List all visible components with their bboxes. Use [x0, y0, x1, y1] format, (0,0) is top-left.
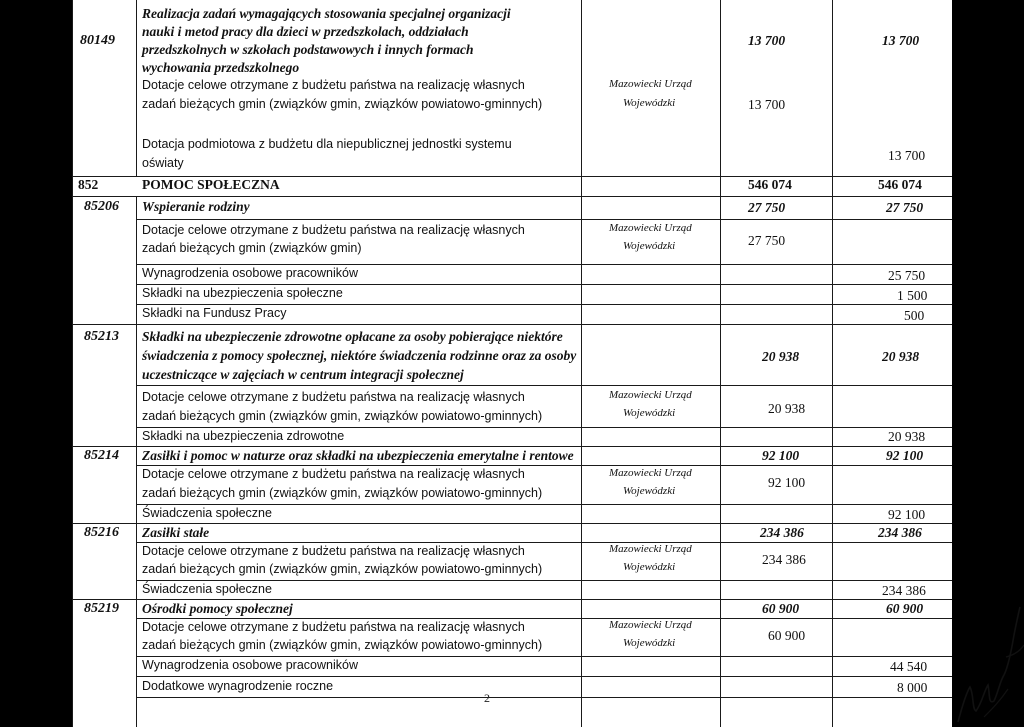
expense-amount: 8 000 [897, 680, 928, 695]
chapter-title: Zasiłki stałe [142, 525, 210, 540]
expense-amount: 44 540 [890, 659, 928, 674]
institution-name: Wojewódzki [623, 561, 676, 573]
row-divider [72, 599, 952, 600]
chapter-code: 85219 [84, 601, 119, 616]
institution-name: Wojewódzki [623, 240, 676, 252]
dotation-amount: 13 700 [748, 97, 786, 112]
row-divider [136, 304, 952, 305]
expense-item: oświaty [142, 156, 184, 170]
dotation-description: zadań bieżących gmin (związków gmin, związków powiatowo-gminnych) [142, 562, 543, 576]
chapter-amount-total: 13 700 [882, 33, 920, 48]
chapter-title-line: przedszkolnych w szkołach podstawowych i innych formach [142, 42, 474, 57]
chapter-title: Zasiłki i pomoc w naturze oraz składki na ubezpieczenia emerytalne i rentowe [142, 448, 574, 463]
row-divider [72, 324, 952, 325]
institution-name: Mazowiecki Urząd [609, 543, 692, 555]
chapter-code: 85216 [84, 525, 119, 540]
institution-name: Wojewódzki [623, 637, 676, 649]
chapter-amount-plan: 60 900 [762, 601, 800, 616]
chapter-title-line: wychowania przedszkolnego [142, 60, 300, 75]
chapter-amount-plan: 234 386 [760, 525, 804, 540]
expense-item: Dotacja podmiotowa z budżetu dla niepublicznej jednostki systemu [142, 137, 512, 151]
dotation-amount: 27 750 [748, 233, 786, 248]
institution-name: Mazowiecki Urząd [609, 78, 692, 90]
institution-name: Mazowiecki Urząd [609, 389, 692, 401]
expense-item: Składki na ubezpieczenia społeczne [142, 286, 343, 300]
row-divider [136, 676, 952, 677]
chapter-amount-plan: 92 100 [762, 448, 800, 463]
chapter-amount-plan: 27 750 [748, 200, 786, 215]
expense-amount: 25 750 [888, 268, 926, 283]
chapter-amount-total: 60 900 [886, 601, 924, 616]
expense-amount: 234 386 [882, 583, 926, 598]
dotation-description: Dotacje celowe otrzymane z budżetu państwa na realizację własnych [142, 223, 525, 237]
dotation-amount: 20 938 [768, 401, 806, 416]
col-divider [136, 0, 137, 176]
institution-name: Mazowiecki Urząd [609, 467, 692, 479]
row-divider [136, 618, 952, 619]
institution-name: Wojewódzki [623, 407, 676, 419]
chapter-code: 80149 [80, 33, 115, 48]
dotation-description: Dotacje celowe otrzymane z budżetu państwa na realizację własnych [142, 467, 525, 481]
institution-name: Mazowiecki Urząd [609, 619, 692, 631]
division-code: 852 [78, 177, 99, 192]
chapter-title: Wspieranie rodziny [142, 199, 250, 214]
page-number: 2 [484, 691, 490, 705]
row-divider [136, 465, 952, 466]
document-page [72, 0, 952, 727]
col-divider [72, 0, 73, 727]
signature-image [948, 597, 1024, 727]
dotation-description: zadań bieżących gmin (związków gmin, związków powiatowo-gminnych) [142, 97, 543, 111]
row-divider [136, 427, 952, 428]
dotation-description: zadań bieżących gmin (związków gmin, związków powiatowo-gminnych) [142, 638, 543, 652]
chapter-amount-plan: 13 700 [748, 33, 786, 48]
dotation-amount: 92 100 [768, 475, 806, 490]
row-divider [136, 697, 952, 698]
dotation-description: Dotacje celowe otrzymane z budżetu państwa na realizację własnych [142, 390, 525, 404]
row-divider [136, 219, 952, 220]
chapter-title-line: nauki i metod pracy dla dzieci w przedszkolach, oddziałach [142, 24, 469, 39]
expense-amount: 13 700 [888, 148, 926, 163]
col-divider [136, 196, 137, 727]
row-divider [136, 385, 952, 386]
chapter-amount-total: 92 100 [886, 448, 924, 463]
row-divider [72, 446, 952, 447]
expense-amount: 92 100 [888, 507, 926, 522]
institution-name: Wojewódzki [623, 97, 676, 109]
expense-item: Składki na Fundusz Pracy [142, 306, 287, 320]
chapter-amount-plan: 20 938 [762, 349, 800, 364]
row-divider [72, 523, 952, 524]
institution-name: Wojewódzki [623, 485, 676, 497]
row-divider [136, 284, 952, 285]
expense-item: Wynagrodzenia osobowe pracowników [142, 658, 358, 672]
dotation-description: zadań bieżących gmin (związków gmin, związków powiatowo-gminnych) [142, 409, 543, 423]
division-amount-plan: 546 074 [748, 177, 792, 192]
chapter-title-line: świadczenia z pomocy społecznej, niektóre świadczenia rodzinne oraz za osoby [142, 348, 577, 363]
division-amount-total: 546 074 [878, 177, 922, 192]
chapter-title-line: Składki na ubezpieczenie zdrowotne opłacane za osoby pobierające niektóre [142, 329, 563, 344]
row-divider [136, 656, 952, 657]
chapter-title-line: Realizacja zadań wymagających stosowania specjalnej organizacji [142, 6, 511, 21]
row-divider [136, 542, 952, 543]
dotation-description: Dotacje celowe otrzymane z budżetu państwa na realizację własnych [142, 78, 525, 92]
chapter-code: 85214 [84, 448, 119, 463]
expense-item: Wynagrodzenia osobowe pracowników [142, 266, 358, 280]
dotation-description: Dotacje celowe otrzymane z budżetu państwa na realizację własnych [142, 620, 525, 634]
dotation-description: Dotacje celowe otrzymane z budżetu państwa na realizację własnych [142, 544, 525, 558]
dotation-description: zadań bieżących gmin (związków gmin) [142, 241, 362, 255]
chapter-amount-total: 20 938 [882, 349, 920, 364]
expense-item: Dodatkowe wynagrodzenie roczne [142, 679, 334, 693]
row-divider [136, 504, 952, 505]
chapter-title-line: uczestniczące w zajęciach w centrum integracji społecznej [142, 367, 464, 382]
row-divider [72, 196, 952, 197]
chapter-title: Ośrodki pomocy społecznej [142, 601, 293, 616]
expense-item: Świadczenia społeczne [142, 582, 272, 596]
dotation-description: zadań bieżących gmin (związków gmin, związków powiatowo-gminnych) [142, 486, 543, 500]
expense-item: Składki na ubezpieczenia zdrowotne [142, 429, 345, 443]
dotation-amount: 234 386 [762, 552, 806, 567]
division-title: POMOC SPOŁECZNA [142, 177, 280, 192]
expense-item: Świadczenia społeczne [142, 506, 272, 520]
chapter-code: 85213 [84, 329, 119, 344]
row-divider [136, 264, 952, 265]
row-divider [136, 580, 952, 581]
expense-amount: 20 938 [888, 429, 926, 444]
chapter-code: 85206 [84, 199, 119, 214]
chapter-amount-total: 234 386 [878, 525, 922, 540]
institution-name: Mazowiecki Urząd [609, 222, 692, 234]
dotation-amount: 60 900 [768, 628, 806, 643]
expense-amount: 500 [904, 308, 925, 323]
expense-amount: 1 500 [897, 288, 928, 303]
chapter-amount-total: 27 750 [886, 200, 924, 215]
